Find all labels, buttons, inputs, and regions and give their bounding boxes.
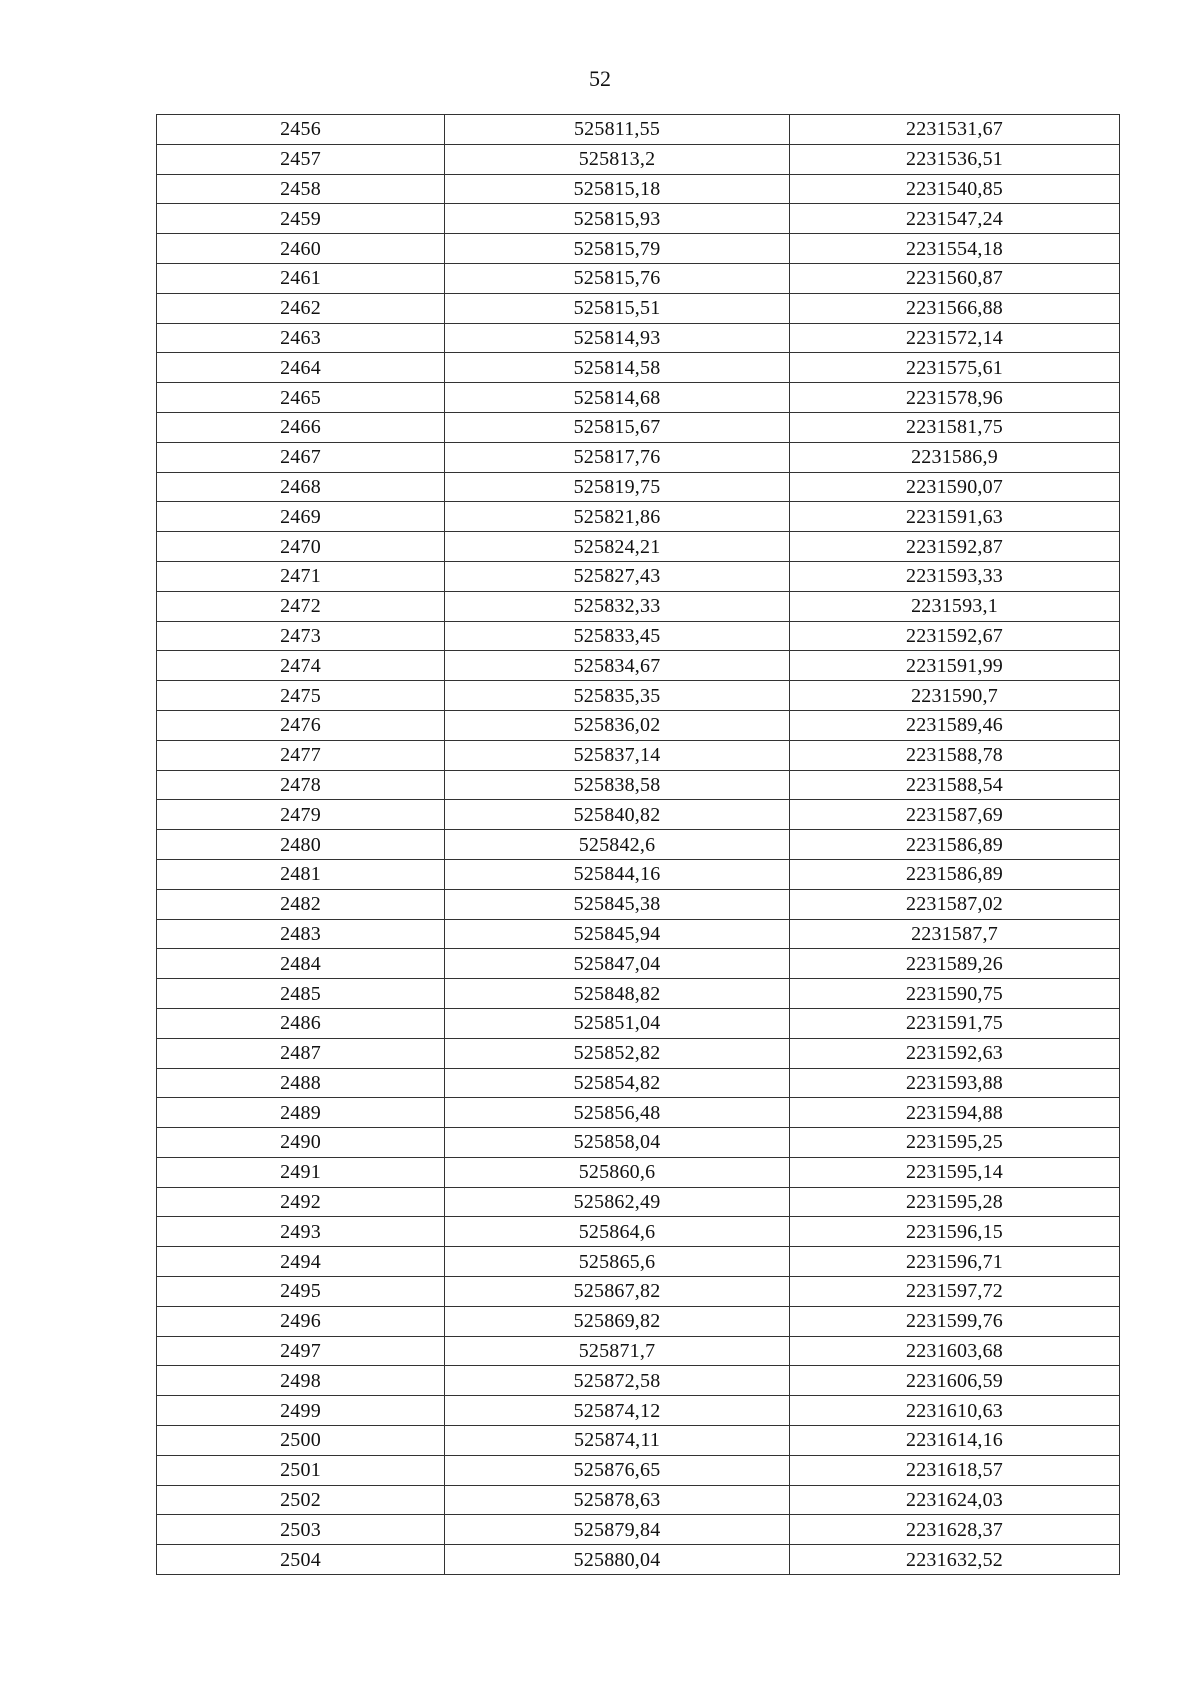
point-number-cell: 2468 bbox=[157, 472, 445, 502]
x-coordinate-cell: 525845,94 bbox=[445, 919, 790, 949]
table-row bbox=[157, 115, 1120, 145]
point-number-cell: 2500 bbox=[157, 1426, 445, 1456]
y-coordinate-cell: 2231581,75 bbox=[790, 412, 1120, 442]
y-coordinate-cell: 2231554,18 bbox=[790, 234, 1120, 264]
y-coordinate-cell: 2231572,14 bbox=[790, 323, 1120, 353]
table-row bbox=[157, 1187, 1120, 1217]
x-coordinate-cell: 525840,82 bbox=[445, 800, 790, 830]
y-coordinate-cell: 2231547,24 bbox=[790, 204, 1120, 234]
y-coordinate-cell: 2231632,52 bbox=[790, 1545, 1120, 1575]
page-number: 52 bbox=[589, 66, 611, 91]
table-row bbox=[157, 1157, 1120, 1187]
y-coordinate-cell: 2231592,87 bbox=[790, 532, 1120, 562]
point-number-cell: 2459 bbox=[157, 204, 445, 234]
x-coordinate-cell: 525852,82 bbox=[445, 1038, 790, 1068]
y-coordinate-cell: 2231614,16 bbox=[790, 1426, 1120, 1456]
point-number-cell: 2472 bbox=[157, 591, 445, 621]
x-coordinate-cell: 525848,82 bbox=[445, 979, 790, 1009]
point-number-cell: 2462 bbox=[157, 293, 445, 323]
x-coordinate-cell: 525860,6 bbox=[445, 1157, 790, 1187]
x-coordinate-cell: 525865,6 bbox=[445, 1247, 790, 1277]
point-number-cell: 2483 bbox=[157, 919, 445, 949]
x-coordinate-cell: 525813,2 bbox=[445, 144, 790, 174]
y-coordinate-cell: 2231593,88 bbox=[790, 1068, 1120, 1098]
table-row bbox=[157, 770, 1120, 800]
y-coordinate-cell: 2231594,88 bbox=[790, 1098, 1120, 1128]
x-coordinate-cell: 525815,67 bbox=[445, 412, 790, 442]
x-coordinate-cell: 525842,6 bbox=[445, 830, 790, 860]
x-coordinate-cell: 525856,48 bbox=[445, 1098, 790, 1128]
point-number-cell: 2501 bbox=[157, 1455, 445, 1485]
table-row bbox=[157, 383, 1120, 413]
y-coordinate-cell: 2231590,75 bbox=[790, 979, 1120, 1009]
x-coordinate-cell: 525815,93 bbox=[445, 204, 790, 234]
point-number-cell: 2492 bbox=[157, 1187, 445, 1217]
point-number-cell: 2474 bbox=[157, 651, 445, 681]
y-coordinate-cell: 2231588,54 bbox=[790, 770, 1120, 800]
y-coordinate-cell: 2231592,63 bbox=[790, 1038, 1120, 1068]
y-coordinate-cell: 2231590,7 bbox=[790, 681, 1120, 711]
x-coordinate-cell: 525872,58 bbox=[445, 1366, 790, 1396]
y-coordinate-cell: 2231591,63 bbox=[790, 502, 1120, 532]
table-row bbox=[157, 1277, 1120, 1307]
y-coordinate-cell: 2231575,61 bbox=[790, 353, 1120, 383]
point-number-cell: 2503 bbox=[157, 1515, 445, 1545]
y-coordinate-cell: 2231595,14 bbox=[790, 1157, 1120, 1187]
table-row bbox=[157, 204, 1120, 234]
point-number-cell: 2485 bbox=[157, 979, 445, 1009]
y-coordinate-cell: 2231593,33 bbox=[790, 561, 1120, 591]
x-coordinate-cell: 525819,75 bbox=[445, 472, 790, 502]
table-row bbox=[157, 800, 1120, 830]
y-coordinate-cell: 2231531,67 bbox=[790, 115, 1120, 145]
y-coordinate-cell: 2231591,75 bbox=[790, 1008, 1120, 1038]
table-row bbox=[157, 1038, 1120, 1068]
y-coordinate-cell: 2231536,51 bbox=[790, 144, 1120, 174]
table-row bbox=[157, 561, 1120, 591]
point-number-cell: 2476 bbox=[157, 710, 445, 740]
point-number-cell: 2486 bbox=[157, 1008, 445, 1038]
table-row bbox=[157, 621, 1120, 651]
x-coordinate-cell: 525869,82 bbox=[445, 1306, 790, 1336]
table-row bbox=[157, 591, 1120, 621]
table-row bbox=[157, 1396, 1120, 1426]
point-number-cell: 2467 bbox=[157, 442, 445, 472]
x-coordinate-cell: 525815,79 bbox=[445, 234, 790, 264]
point-number-cell: 2465 bbox=[157, 383, 445, 413]
x-coordinate-cell: 525817,76 bbox=[445, 442, 790, 472]
y-coordinate-cell: 2231591,99 bbox=[790, 651, 1120, 681]
y-coordinate-cell: 2231586,89 bbox=[790, 859, 1120, 889]
table-row bbox=[157, 532, 1120, 562]
table-row bbox=[157, 830, 1120, 860]
point-number-cell: 2490 bbox=[157, 1128, 445, 1158]
table-row bbox=[157, 949, 1120, 979]
point-number-cell: 2484 bbox=[157, 949, 445, 979]
table-row bbox=[157, 502, 1120, 532]
table-row bbox=[157, 174, 1120, 204]
x-coordinate-cell: 525836,02 bbox=[445, 710, 790, 740]
y-coordinate-cell: 2231586,89 bbox=[790, 830, 1120, 860]
x-coordinate-cell: 525815,18 bbox=[445, 174, 790, 204]
point-number-cell: 2498 bbox=[157, 1366, 445, 1396]
y-coordinate-cell: 2231578,96 bbox=[790, 383, 1120, 413]
table-row bbox=[157, 442, 1120, 472]
table-row bbox=[157, 412, 1120, 442]
x-coordinate-cell: 525844,16 bbox=[445, 859, 790, 889]
point-number-cell: 2504 bbox=[157, 1545, 445, 1575]
table-row bbox=[157, 859, 1120, 889]
x-coordinate-cell: 525824,21 bbox=[445, 532, 790, 562]
y-coordinate-cell: 2231628,37 bbox=[790, 1515, 1120, 1545]
point-number-cell: 2469 bbox=[157, 502, 445, 532]
y-coordinate-cell: 2231624,03 bbox=[790, 1485, 1120, 1515]
point-number-cell: 2466 bbox=[157, 412, 445, 442]
table-row bbox=[157, 323, 1120, 353]
y-coordinate-cell: 2231596,15 bbox=[790, 1217, 1120, 1247]
table-row bbox=[157, 1247, 1120, 1277]
point-number-cell: 2495 bbox=[157, 1277, 445, 1307]
point-number-cell: 2494 bbox=[157, 1247, 445, 1277]
x-coordinate-cell: 525854,82 bbox=[445, 1068, 790, 1098]
table-row bbox=[157, 1366, 1120, 1396]
point-number-cell: 2463 bbox=[157, 323, 445, 353]
point-number-cell: 2464 bbox=[157, 353, 445, 383]
x-coordinate-cell: 525862,49 bbox=[445, 1187, 790, 1217]
y-coordinate-cell: 2231586,9 bbox=[790, 442, 1120, 472]
table-row bbox=[157, 1485, 1120, 1515]
table-row bbox=[157, 234, 1120, 264]
table-row bbox=[157, 651, 1120, 681]
y-coordinate-cell: 2231603,68 bbox=[790, 1336, 1120, 1366]
table-row bbox=[157, 1068, 1120, 1098]
x-coordinate-cell: 525864,6 bbox=[445, 1217, 790, 1247]
x-coordinate-cell: 525833,45 bbox=[445, 621, 790, 651]
x-coordinate-cell: 525838,58 bbox=[445, 770, 790, 800]
x-coordinate-cell: 525835,35 bbox=[445, 681, 790, 711]
y-coordinate-cell: 2231592,67 bbox=[790, 621, 1120, 651]
point-number-cell: 2477 bbox=[157, 740, 445, 770]
point-number-cell: 2456 bbox=[157, 115, 445, 145]
point-number-cell: 2470 bbox=[157, 532, 445, 562]
point-number-cell: 2482 bbox=[157, 889, 445, 919]
point-number-cell: 2493 bbox=[157, 1217, 445, 1247]
table-row bbox=[157, 710, 1120, 740]
point-number-cell: 2499 bbox=[157, 1396, 445, 1426]
x-coordinate-cell: 525871,7 bbox=[445, 1336, 790, 1366]
table-row bbox=[157, 1128, 1120, 1158]
y-coordinate-cell: 2231599,76 bbox=[790, 1306, 1120, 1336]
y-coordinate-cell: 2231587,69 bbox=[790, 800, 1120, 830]
table-row bbox=[157, 293, 1120, 323]
x-coordinate-cell: 525811,55 bbox=[445, 115, 790, 145]
x-coordinate-cell: 525814,93 bbox=[445, 323, 790, 353]
x-coordinate-cell: 525834,67 bbox=[445, 651, 790, 681]
table-row bbox=[157, 979, 1120, 1009]
point-number-cell: 2496 bbox=[157, 1306, 445, 1336]
point-number-cell: 2478 bbox=[157, 770, 445, 800]
y-coordinate-cell: 2231587,7 bbox=[790, 919, 1120, 949]
x-coordinate-cell: 525880,04 bbox=[445, 1545, 790, 1575]
point-number-cell: 2491 bbox=[157, 1157, 445, 1187]
coordinates-table-body bbox=[157, 115, 1120, 1575]
y-coordinate-cell: 2231566,88 bbox=[790, 293, 1120, 323]
point-number-cell: 2479 bbox=[157, 800, 445, 830]
point-number-cell: 2487 bbox=[157, 1038, 445, 1068]
point-number-cell: 2488 bbox=[157, 1068, 445, 1098]
table-row bbox=[157, 1098, 1120, 1128]
x-coordinate-cell: 525845,38 bbox=[445, 889, 790, 919]
x-coordinate-cell: 525814,68 bbox=[445, 383, 790, 413]
y-coordinate-cell: 2231606,59 bbox=[790, 1366, 1120, 1396]
point-number-cell: 2473 bbox=[157, 621, 445, 651]
x-coordinate-cell: 525879,84 bbox=[445, 1515, 790, 1545]
y-coordinate-cell: 2231589,46 bbox=[790, 710, 1120, 740]
table-row bbox=[157, 889, 1120, 919]
coordinates-table bbox=[156, 114, 1120, 1575]
x-coordinate-cell: 525832,33 bbox=[445, 591, 790, 621]
point-number-cell: 2457 bbox=[157, 144, 445, 174]
table-row bbox=[157, 1426, 1120, 1456]
point-number-cell: 2502 bbox=[157, 1485, 445, 1515]
x-coordinate-cell: 525858,04 bbox=[445, 1128, 790, 1158]
y-coordinate-cell: 2231595,28 bbox=[790, 1187, 1120, 1217]
y-coordinate-cell: 2231560,87 bbox=[790, 263, 1120, 293]
y-coordinate-cell: 2231610,63 bbox=[790, 1396, 1120, 1426]
point-number-cell: 2480 bbox=[157, 830, 445, 860]
x-coordinate-cell: 525847,04 bbox=[445, 949, 790, 979]
point-number-cell: 2481 bbox=[157, 859, 445, 889]
x-coordinate-cell: 525821,86 bbox=[445, 502, 790, 532]
point-number-cell: 2475 bbox=[157, 681, 445, 711]
y-coordinate-cell: 2231618,57 bbox=[790, 1455, 1120, 1485]
table-row bbox=[157, 144, 1120, 174]
table-row bbox=[157, 1217, 1120, 1247]
y-coordinate-cell: 2231593,1 bbox=[790, 591, 1120, 621]
table-row bbox=[157, 740, 1120, 770]
y-coordinate-cell: 2231597,72 bbox=[790, 1277, 1120, 1307]
table-row bbox=[157, 1336, 1120, 1366]
table-row bbox=[157, 1008, 1120, 1038]
table-row bbox=[157, 1306, 1120, 1336]
x-coordinate-cell: 525827,43 bbox=[445, 561, 790, 591]
x-coordinate-cell: 525876,65 bbox=[445, 1455, 790, 1485]
y-coordinate-cell: 2231590,07 bbox=[790, 472, 1120, 502]
point-number-cell: 2461 bbox=[157, 263, 445, 293]
y-coordinate-cell: 2231595,25 bbox=[790, 1128, 1120, 1158]
y-coordinate-cell: 2231587,02 bbox=[790, 889, 1120, 919]
y-coordinate-cell: 2231596,71 bbox=[790, 1247, 1120, 1277]
x-coordinate-cell: 525874,12 bbox=[445, 1396, 790, 1426]
point-number-cell: 2460 bbox=[157, 234, 445, 264]
x-coordinate-cell: 525815,76 bbox=[445, 263, 790, 293]
point-number-cell: 2458 bbox=[157, 174, 445, 204]
x-coordinate-cell: 525837,14 bbox=[445, 740, 790, 770]
x-coordinate-cell: 525867,82 bbox=[445, 1277, 790, 1307]
x-coordinate-cell: 525851,04 bbox=[445, 1008, 790, 1038]
x-coordinate-cell: 525814,58 bbox=[445, 353, 790, 383]
y-coordinate-cell: 2231540,85 bbox=[790, 174, 1120, 204]
x-coordinate-cell: 525874,11 bbox=[445, 1426, 790, 1456]
point-number-cell: 2471 bbox=[157, 561, 445, 591]
point-number-cell: 2497 bbox=[157, 1336, 445, 1366]
table-row bbox=[157, 472, 1120, 502]
table-row bbox=[157, 919, 1120, 949]
table-row bbox=[157, 681, 1120, 711]
y-coordinate-cell: 2231588,78 bbox=[790, 740, 1120, 770]
x-coordinate-cell: 525815,51 bbox=[445, 293, 790, 323]
x-coordinate-cell: 525878,63 bbox=[445, 1485, 790, 1515]
point-number-cell: 2489 bbox=[157, 1098, 445, 1128]
table-row bbox=[157, 1545, 1120, 1575]
y-coordinate-cell: 2231589,26 bbox=[790, 949, 1120, 979]
table-row bbox=[157, 1455, 1120, 1485]
table-row bbox=[157, 263, 1120, 293]
table-row bbox=[157, 353, 1120, 383]
table-row bbox=[157, 1515, 1120, 1545]
